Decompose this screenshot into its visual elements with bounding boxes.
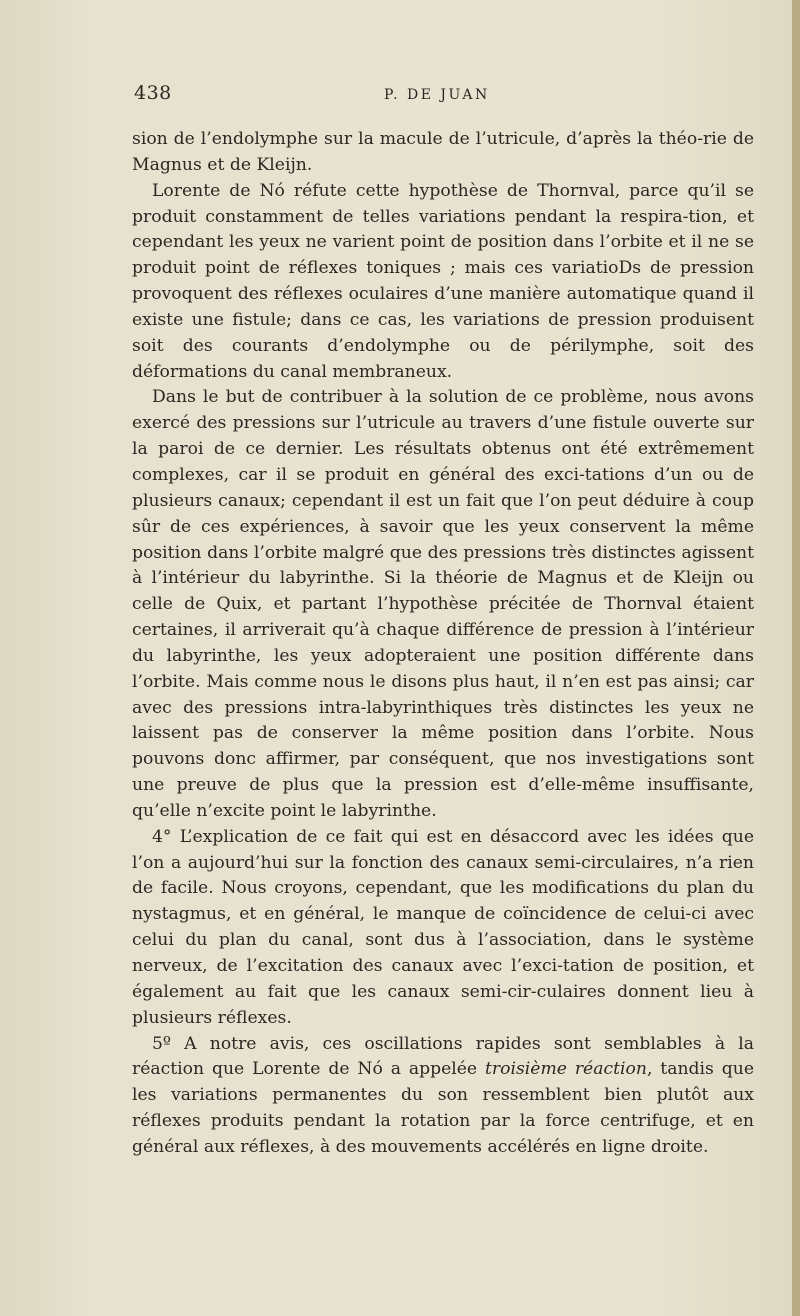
page-number: 438 (134, 82, 172, 104)
paragraph (132, 385, 754, 824)
running-head: P. DE JUAN (384, 87, 490, 103)
text-segment: , tandis que les variations permanentes du son ressemblent bien plutôt aux réflexes produits pendant la rotation par la force centrifuge, et en général aux réflexes, à des mouvements accélérés en ligne droite. (132, 1059, 754, 1157)
paragraph-continuation (132, 127, 754, 179)
paragraph-numbered-5 (132, 1032, 754, 1161)
text-segment: 5º A notre avis, ces oscillations rapides sont semblables à la réaction que Lorente de Nó a appelée (132, 1033, 754, 1080)
text-segment: 4° L’explication de ce fait qui est en désaccord avec les idées que l’on a aujourd’hui sur la fonction des canaux semi-circulaires, n’a rien de facile. Nous croyons, cependant, que les modifications du plan du nystagmus, et en général, le manque de coïncidence de celui-ci avec celui du plan du canal, sont dus à l’association, dans le système nerveux, de l’excitation des canaux avec l’exci-tation de position, et également au fait que les canaux semi-cir-culaires donnent lieu à plusieurs réflexes. (132, 826, 754, 1028)
page-header (134, 82, 754, 112)
paragraph-numbered-4 (132, 825, 754, 1032)
paragraph (132, 179, 754, 386)
text-segment: sion de l’endolymphe sur la macule de l’utricule, d’après la théo-rie de Magnus et de Kleijn. (132, 129, 754, 175)
page-edge (792, 0, 800, 1316)
text-segment: Dans le but de contribuer à la solution de ce problème, nous avons exercé des pressions sur l’utricule au travers d’une fistule ouverte sur la paroi de ce dernier. Les résultats obtenus ont été extrêmement complexes, car il se produit en général des exci-tations d’un ou de plusieurs canaux; cependant il est un fait que l’on peut déduire à coup sûr de ces expériences, à savoir que les yeux conservent la même position dans l’orbite malgré que des pressions très distinctes agissent à l’intérieur du labyrinthe. Si la théorie de Magnus et de Kleijn ou celle de Quix, et partant l’hypothèse précitée de Thornval étaient certaines, il arriverait qu’à chaque différence de pression à l’intérieur du labyrinthe, les yeux adopteraient une position différente dans l’orbite. Mais comme nous le disons plus haut, il n’en est pas ainsi; car avec des pressions intra-labyrinthiques très distinctes les yeux ne laissent pas de conserver la même position dans l’orbite. Nous pouvons donc affirmer, par conséquent, que nos investigations sont une preuve de plus que la pression est d’elle-même insuffisante, qu’elle n’excite point le labyrinthe. (132, 387, 754, 821)
body-text (132, 127, 754, 1161)
text-segment: Lorente de Nó réfute cette hypothèse de Thornval, parce qu’il se produit constamment de telles variations pendant la respira-tion, et cependant les yeux ne varient point de position dans l’orbite et il ne se produit point de réflexes toniques ; mais ces variatioDs de pression provoquent des réflexes oculaires d’une manière automatique quand il existe une fistule; dans ce cas, les variations de pression produisent soit des courants d’endolymphe ou de périlymphe, soit des déformations du canal membraneux. (132, 180, 754, 382)
italic-term: troisième réaction (485, 1059, 647, 1080)
